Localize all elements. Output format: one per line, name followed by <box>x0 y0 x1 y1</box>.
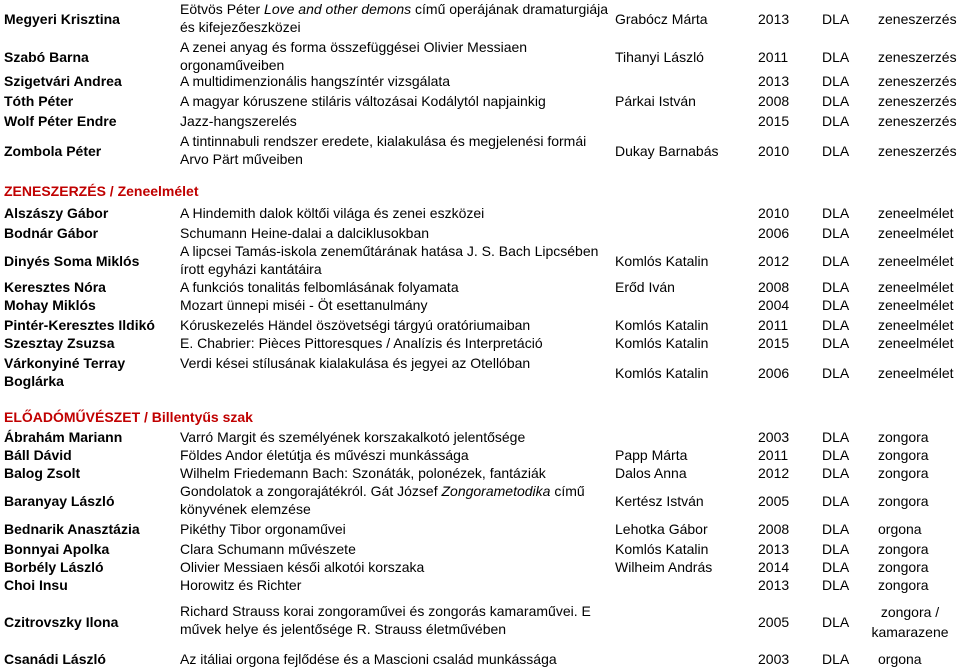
table-row <box>0 334 960 352</box>
degree: DLA <box>822 493 850 509</box>
degree: DLA <box>822 317 850 333</box>
author-name: Alszászy Gábor <box>4 205 109 221</box>
degree: DLA <box>822 11 850 27</box>
field: zeneszerzés <box>878 73 957 89</box>
table-row <box>0 242 960 280</box>
advisor: Tihanyi László <box>615 49 704 65</box>
thesis-title <box>180 316 610 334</box>
thesis-title-part: A magyar kóruszene stiláris változásai Kodálytól napjainkig <box>180 93 546 109</box>
year: 2012 <box>758 253 790 269</box>
author-name: Szesztay Zsuzsa <box>4 335 115 351</box>
thesis-title <box>180 446 610 464</box>
field: zeneelmélet <box>878 225 954 241</box>
thesis-title <box>180 428 610 446</box>
thesis-title <box>180 602 610 638</box>
thesis-title <box>180 558 610 576</box>
year: 2013 <box>758 577 790 593</box>
thesis-title <box>180 132 610 168</box>
table-row <box>0 278 960 296</box>
year: 2011 <box>758 317 789 333</box>
field: zongora / kamarazene <box>871 604 949 640</box>
author-name: Bednarik Anasztázia <box>4 521 140 537</box>
section-heading: ELŐADÓMŰVÉSZET / Billentyűs szak <box>4 409 253 425</box>
author-name: Pintér-Keresztes Ildikó <box>4 317 155 333</box>
year: 2010 <box>758 143 790 159</box>
degree: DLA <box>822 541 850 557</box>
field: zeneelmélet <box>878 335 954 351</box>
year: 2013 <box>758 11 790 27</box>
author-name: Bonnyai Apolka <box>4 541 110 557</box>
thesis-title-part: A zenei anyag és forma összefüggései Olivier Messiaen orgonaműveiben <box>180 39 528 73</box>
thesis-title-part: Horowitz és Richter <box>180 577 302 593</box>
table-row <box>0 354 960 392</box>
thesis-title-part: A funkciós tonalitás felbomlásának folyamata <box>180 279 459 295</box>
field: zongora <box>878 493 929 509</box>
table-row <box>0 38 960 76</box>
table-row <box>0 204 960 222</box>
thesis-title-part: Eötvös Péter <box>180 1 265 17</box>
thesis-title-italic: Love and other demons <box>264 1 412 17</box>
field: zeneelmélet <box>878 205 954 221</box>
table-row <box>0 132 960 170</box>
author-name: Bodnár Gábor <box>4 225 99 241</box>
field: zeneelmélet <box>878 279 954 295</box>
thesis-title <box>180 224 610 242</box>
thesis-title-part: Pikéthy Tibor orgonaművei <box>180 521 346 537</box>
field: zongora <box>878 541 929 557</box>
advisor: Komlós Katalin <box>615 541 709 557</box>
advisor: Lehotka Gábor <box>615 521 708 537</box>
field: orgona <box>878 521 922 537</box>
thesis-title <box>180 354 610 372</box>
thesis-title-part: A lipcsei Tamás-iskola zeneműtárának hatása J. S. Bach Lipcsében írott egyházi kantátáira <box>180 243 599 277</box>
year: 2008 <box>758 279 790 295</box>
thesis-title <box>180 540 610 558</box>
thesis-title-part: Verdi kései stílusának kialakulása és jegyei az Otellóban <box>180 355 531 371</box>
author-name: Czitrovszky Ilona <box>4 614 119 630</box>
field: zongora <box>878 429 929 445</box>
degree: DLA <box>822 335 850 351</box>
thesis-title <box>180 38 610 74</box>
table-row <box>0 316 960 334</box>
thesis-title-part: A tintinnabuli rendszer eredete, kialakulása és megjelenési formái Arvo Pärt műveiben <box>180 133 587 167</box>
thesis-title-part: Wilhelm Friedemann Bach: Szonáták, polonézek, fantáziák <box>180 465 546 481</box>
field: zongora <box>878 465 929 481</box>
thesis-title <box>180 576 610 594</box>
table-row <box>0 602 960 642</box>
degree: DLA <box>822 93 850 109</box>
degree: DLA <box>822 614 850 630</box>
thesis-title-part: A Hindemith dalok költői világa és zenei eszközei <box>180 205 485 221</box>
year: 2008 <box>758 93 790 109</box>
thesis-title <box>180 482 610 518</box>
table-row <box>0 224 960 242</box>
field: zeneelmélet <box>878 253 954 269</box>
table-row <box>0 428 960 446</box>
thesis-title <box>180 464 610 482</box>
author-name: Balog Zsolt <box>4 465 81 481</box>
degree: DLA <box>822 297 850 313</box>
year: 2003 <box>758 651 790 667</box>
year: 2012 <box>758 465 790 481</box>
field: zongora <box>878 559 929 575</box>
field: zeneszerzés <box>878 93 957 109</box>
author-name: Csanádi László <box>4 651 106 667</box>
thesis-title-part: Olivier Messiaen késői alkotói korszaka <box>180 559 425 575</box>
thesis-title <box>180 112 610 130</box>
advisor: Komlós Katalin <box>615 335 709 351</box>
table-row <box>0 72 960 90</box>
thesis-title <box>180 650 610 668</box>
field: zeneelmélet <box>878 297 954 313</box>
thesis-title-part: E. Chabrier: Pièces Pittoresques / Analízis és Interpretáció <box>180 335 543 351</box>
field: zeneelmélet <box>878 365 954 381</box>
author-name: Choi Insu <box>4 577 68 593</box>
section-heading: ZENESZERZÉS / Zeneelmélet <box>4 183 199 199</box>
degree: DLA <box>822 521 850 537</box>
author-name: Keresztes Nóra <box>4 279 106 295</box>
advisor: Dukay Barnabás <box>615 143 719 159</box>
degree: DLA <box>822 365 850 381</box>
year: 2006 <box>758 225 790 241</box>
year: 2011 <box>758 49 789 65</box>
advisor: Grabócz Márta <box>615 11 708 27</box>
thesis-title-part: Varró Margit és személyének korszakalkotó jelentősége <box>180 429 526 445</box>
thesis-title <box>180 520 610 538</box>
degree: DLA <box>822 225 850 241</box>
year: 2011 <box>758 447 789 463</box>
thesis-title <box>180 242 610 278</box>
table-row <box>0 540 960 558</box>
thesis-title-part: A multidimenzionális hangszíntér vizsgálata <box>180 73 451 89</box>
author-name: Báll Dávid <box>4 447 72 463</box>
author-name: Szigetvári Andrea <box>4 73 122 89</box>
advisor: Komlós Katalin <box>615 317 709 333</box>
field: zeneszerzés <box>878 11 957 27</box>
advisor: Papp Márta <box>615 447 688 463</box>
field: orgona <box>878 651 922 667</box>
degree: DLA <box>822 143 850 159</box>
advisor: Párkai István <box>615 93 696 109</box>
author-name: Baranyay László <box>4 493 115 509</box>
advisor: Kertész István <box>615 493 704 509</box>
degree: DLA <box>822 447 850 463</box>
table-row <box>0 112 960 130</box>
year: 2004 <box>758 297 790 313</box>
degree: DLA <box>822 279 850 295</box>
year: 2005 <box>758 614 790 630</box>
thesis-title-part: Clara Schumann művészete <box>180 541 356 557</box>
table-row <box>0 520 960 538</box>
thesis-title <box>180 334 610 352</box>
year: 2013 <box>758 541 790 557</box>
thesis-title-part: Kóruskezelés Händel öszövetségi tárgyú oratóriumaiban <box>180 317 531 333</box>
thesis-title-part: Gondolatok a zongorajátékról. Gát József <box>180 483 442 499</box>
year: 2015 <box>758 335 790 351</box>
thesis-title-part: Richard Strauss korai zongoraművei és zongorás kamaraművei. E művek helye és jelentősége R. Strauss életművében <box>180 603 591 637</box>
author-name: Várkonyiné Terray Boglárka <box>4 355 126 389</box>
author-name: Zombola Péter <box>4 143 102 159</box>
table-row <box>0 296 960 314</box>
field: zeneszerzés <box>878 143 957 159</box>
degree: DLA <box>822 651 850 667</box>
thesis-title <box>180 92 610 110</box>
author-name: Megyeri Krisztina <box>4 11 120 27</box>
table-row <box>0 482 960 520</box>
author-name: Borbély László <box>4 559 104 575</box>
table-row <box>0 650 960 668</box>
degree: DLA <box>822 577 850 593</box>
table-row <box>0 576 960 594</box>
thesis-title <box>180 72 610 90</box>
degree: DLA <box>822 205 850 221</box>
degree: DLA <box>822 113 850 129</box>
field: zeneszerzés <box>878 113 957 129</box>
table-row <box>0 446 960 464</box>
thesis-title <box>180 296 610 314</box>
advisor: Komlós Katalin <box>615 365 709 381</box>
table-row <box>0 464 960 482</box>
year: 2003 <box>758 429 790 445</box>
field: zongora <box>878 577 929 593</box>
advisor: Wilheim András <box>615 559 713 575</box>
advisor: Komlós Katalin <box>615 253 709 269</box>
year: 2005 <box>758 493 790 509</box>
table-row <box>0 558 960 576</box>
degree: DLA <box>822 559 850 575</box>
thesis-title-part: Az itáliai orgona fejlődése és a Mascioni család munkássága <box>180 651 557 667</box>
year: 2014 <box>758 559 790 575</box>
author-name: Tóth Péter <box>4 93 74 109</box>
thesis-title-part: Schumann Heine-dalai a dalciklusokban <box>180 225 430 241</box>
advisor: Dalos Anna <box>615 465 687 481</box>
thesis-title-part: Mozart ünnepi miséi - Öt esettanulmány <box>180 297 428 313</box>
advisor: Erőd Iván <box>615 279 675 295</box>
degree: DLA <box>822 465 850 481</box>
field: zeneelmélet <box>878 317 954 333</box>
year: 2010 <box>758 205 790 221</box>
year: 2013 <box>758 73 790 89</box>
field: zongora <box>878 447 929 463</box>
thesis-title-part: című könyvének elemzése <box>180 483 585 517</box>
thesis-title <box>180 278 610 296</box>
degree: DLA <box>822 253 850 269</box>
year: 2008 <box>758 521 790 537</box>
thesis-title-part: című operájának dramaturgiája és kifejezőeszközei <box>180 1 609 35</box>
field: zeneszerzés <box>878 49 957 65</box>
thesis-title-italic: Zongorametodika <box>441 483 551 499</box>
table-row <box>0 92 960 110</box>
year: 2015 <box>758 113 790 129</box>
author-name: Mohay Miklós <box>4 297 96 313</box>
author-name: Wolf Péter Endre <box>4 113 117 129</box>
thesis-title-part: Jazz-hangszerelés <box>180 113 297 129</box>
author-name: Szabó Barna <box>4 49 89 65</box>
thesis-title <box>180 204 610 222</box>
thesis-title-part: Földes Andor életútja és művészi munkássága <box>180 447 469 463</box>
table-row <box>0 0 960 38</box>
author-name: Dinyés Soma Miklós <box>4 253 140 269</box>
year: 2006 <box>758 365 790 381</box>
degree: DLA <box>822 429 850 445</box>
degree: DLA <box>822 73 850 89</box>
thesis-title <box>180 0 610 36</box>
degree: DLA <box>822 49 850 65</box>
author-name: Ábrahám Mariann <box>4 429 123 445</box>
